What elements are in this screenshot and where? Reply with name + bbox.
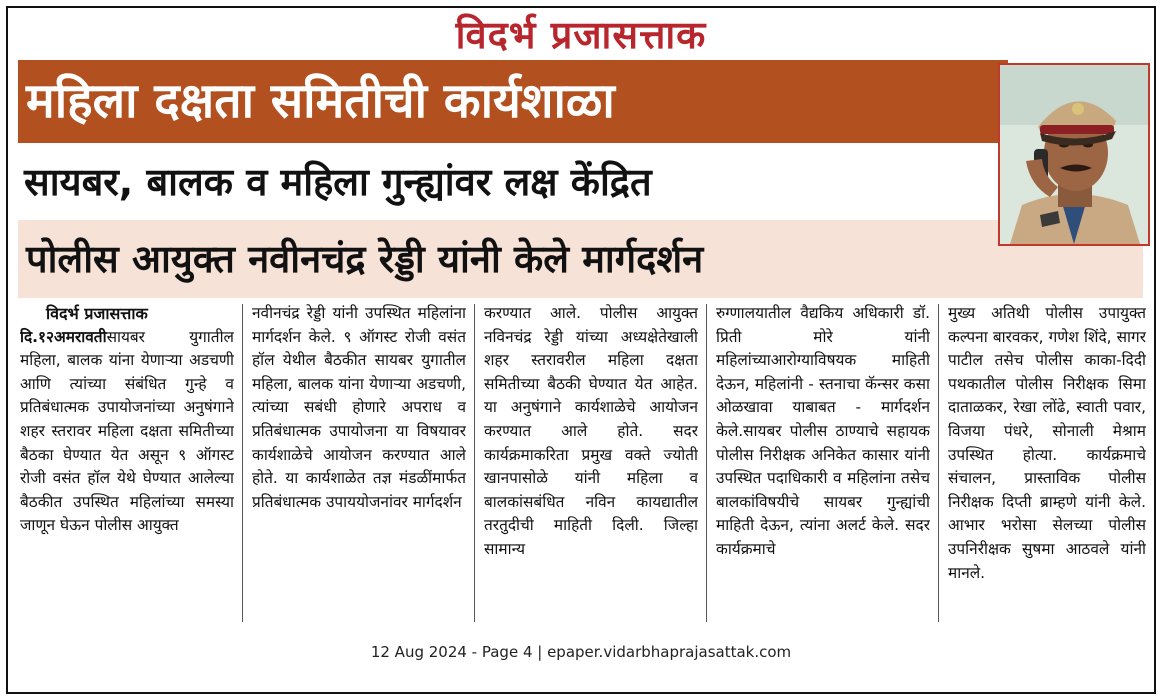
column-text: करण्यात आले. पोलीस आयुक्त नविनचंद्र रेड्डी यांच्या अध्यक्षेतेखाली शहर स्तरावरील महिला दक्षता समितीच्या बैठकी घेण्यात येत आहेत. या अनुषंगाने कार्यशाळेचे आयोजन करण्यात आले होते. सदर कार्यक्रमाकरिता प्रमुख वक्ते ज्योती खानपासोळे यांनी महिला व बालकांसबंधित नविन कायद्यातील तरतुदीची माहिती दिली. जिल्हा सामान्य (484, 304, 698, 558)
article-column-5 (948, 302, 1146, 624)
article-column-4 (716, 302, 930, 624)
column-divider (474, 304, 475, 622)
headline-primary: महिला दक्षता समितीची कार्यशाळा (18, 60, 1008, 143)
headline-secondary: सायबर, बालक व महिला गुन्ह्यांवर लक्ष केंद्रित (24, 160, 652, 204)
portrait-illustration (1000, 65, 1148, 244)
epaper-page (6, 6, 1156, 694)
article-column-2 (252, 302, 466, 624)
headline-tertiary: पोलीस आयुक्त नवीनचंद्र रेड्डी यांनी केले मार्गदर्शन (18, 220, 1143, 298)
byline-source: विदर्भ प्रजासत्ताक (46, 304, 148, 323)
column-divider (242, 304, 243, 622)
column-divider (706, 304, 707, 622)
column-divider (938, 304, 939, 622)
column-text: मुख्य अतिथी पोलीस उपायुक्त कल्पना बारवकर, गणेश शिंदे, सागर पाटील तसेच पोलीस काका-दिदी पथकातील पोलीस निरीक्षक सिमा दाताळकर, रेखा लोंढे, स्वाती पवार, विजया पंधरे, सोनाली मेश्राम उपस्थित होत्या. कार्यक्रमाचे संचालन, प्रास्ताविक पोलीस निरीक्षक दिप्ती ब्राम्हणे यांनी केले. आभार भरोसा सेलच्या पोलीस उपनिरीक्षक सुषमा आठवले यांनी मानले. (948, 304, 1146, 582)
column-text: रुग्णालयातील वैद्यकिय अधिकारी डॉ. प्रिती मोरे यांनी महिलांच्याआरोग्याविषयक माहिती देऊन, महिलांनी - स्तनाचा कॅन्सर कसा ओळखावा याबाबत - मार्गदर्शन केले.सायबर पोलीस ठाण्याचे सहायक पोलीस निरीक्षक अनिकेत कासार यांनी उपस्थित पदाधिकारी व महिलांना तसेच बालकांविषयीचे सायबर गुन्ह्यांची माहिती देऊन, त्यांना अलर्ट केले. सदर कार्यक्रमाचे (716, 304, 930, 558)
police-commissioner-photo (998, 63, 1150, 246)
masthead: विदर्भ प्रजासत्ताक (455, 13, 707, 57)
article-body (16, 302, 1148, 624)
article-column-3 (484, 302, 698, 624)
page-footer: 12 Aug 2024 - Page 4 | epaper.vidarbhaprajasattak.com (370, 643, 792, 661)
dateline: दि.१२अमरावती (20, 327, 107, 346)
article-column-1 (20, 302, 234, 624)
column-text: नवीनचंद्र रेड्डी यांनी उपस्थित महिलांना मार्गदर्शन केले. ९ ऑगस्ट रोजी वसंत हॉल येथील बैठकीत सायबर युगातील महिला, बालक यांना येणाऱ्या अडचणी, त्यांच्या सबंधी होणारे अपराध व प्रतिबंधात्मक उपायोजना या विषयावर कार्यशाळेचे आयोजन करण्यात आले होते. या कार्यशाळेत तज्ञ मंडळींमार्फत प्रतिबंधात्मक उपाययोजनांवर मार्गदर्शन (252, 304, 466, 511)
column-text: सायबर युगातील महिला, बालक यांना येणाऱ्या अडचणी आणि त्यांच्या संबंधित गुन्हे व प्रतिबंधात्मक उपायोजनांच्या अनुषंगाने शहर स्तरावर महिला दक्षता समितीच्या बैठका घेण्यात येत असून ९ ऑगस्ट रोजी वसंत हॉल येथे घेण्यात आलेल्या बैठकीत उपस्थित महिलांच्या समस्या जाणून घेऊन पोलीस आयुक्त (20, 327, 234, 535)
